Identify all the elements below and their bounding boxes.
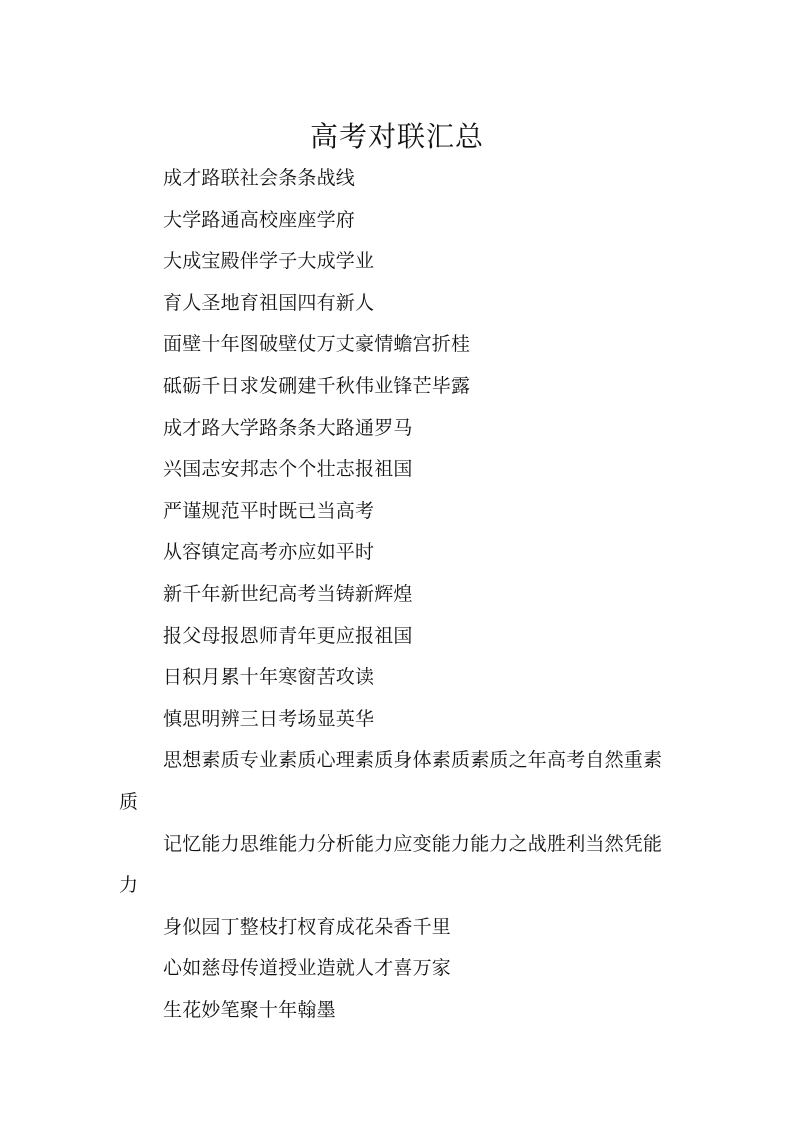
couplet-line: 思想素质专业素质心理素质身体素质素质之年高考自然重素质 bbox=[119, 749, 663, 813]
couplet-line: 从容镇定高考亦应如平时 bbox=[163, 541, 375, 564]
couplet-line: 成才路大学路条条大路通罗马 bbox=[163, 416, 413, 439]
couplet-line: 身似园丁整枝打杈育成花朵香千里 bbox=[163, 915, 452, 938]
couplet-line: 育人圣地育祖国四有新人 bbox=[163, 291, 375, 314]
couplet-line: 生花妙笔聚十年翰墨 bbox=[163, 998, 336, 1021]
couplet-line: 日积月累十年寒窗苦攻读 bbox=[163, 666, 375, 689]
couplet-line: 记忆能力思维能力分析能力应变能力能力之战胜利当然凭能力 bbox=[119, 832, 663, 897]
couplet-line: 心如慈母传道授业造就人才喜万家 bbox=[163, 957, 452, 980]
couplet-line: 兴国志安邦志个个壮志报祖国 bbox=[163, 458, 413, 481]
couplet-line: 面壁十年图破壁仗万丈豪情蟾宫折桂 bbox=[163, 333, 471, 356]
couplet-line: 大学路通高校座座学府 bbox=[163, 208, 356, 231]
couplet-line: 报父母报恩师青年更应报祖国 bbox=[163, 624, 413, 647]
document-title: 高考对联汇总 bbox=[309, 119, 484, 153]
couplet-line: 大成宝殿伴学子大成学业 bbox=[163, 250, 375, 273]
couplet-line: 新千年新世纪高考当铸新辉煌 bbox=[163, 582, 413, 605]
couplet-list bbox=[119, 158, 679, 1031]
couplet-line: 慎思明辨三日考场显英华 bbox=[163, 707, 375, 730]
couplet-line: 成才路联社会条条战线 bbox=[163, 167, 356, 189]
couplet-line: 严谨规范平时既已当高考 bbox=[163, 499, 375, 522]
couplet-line: 砥砺千日求发硎建千秋伟业锋芒毕露 bbox=[163, 374, 471, 397]
